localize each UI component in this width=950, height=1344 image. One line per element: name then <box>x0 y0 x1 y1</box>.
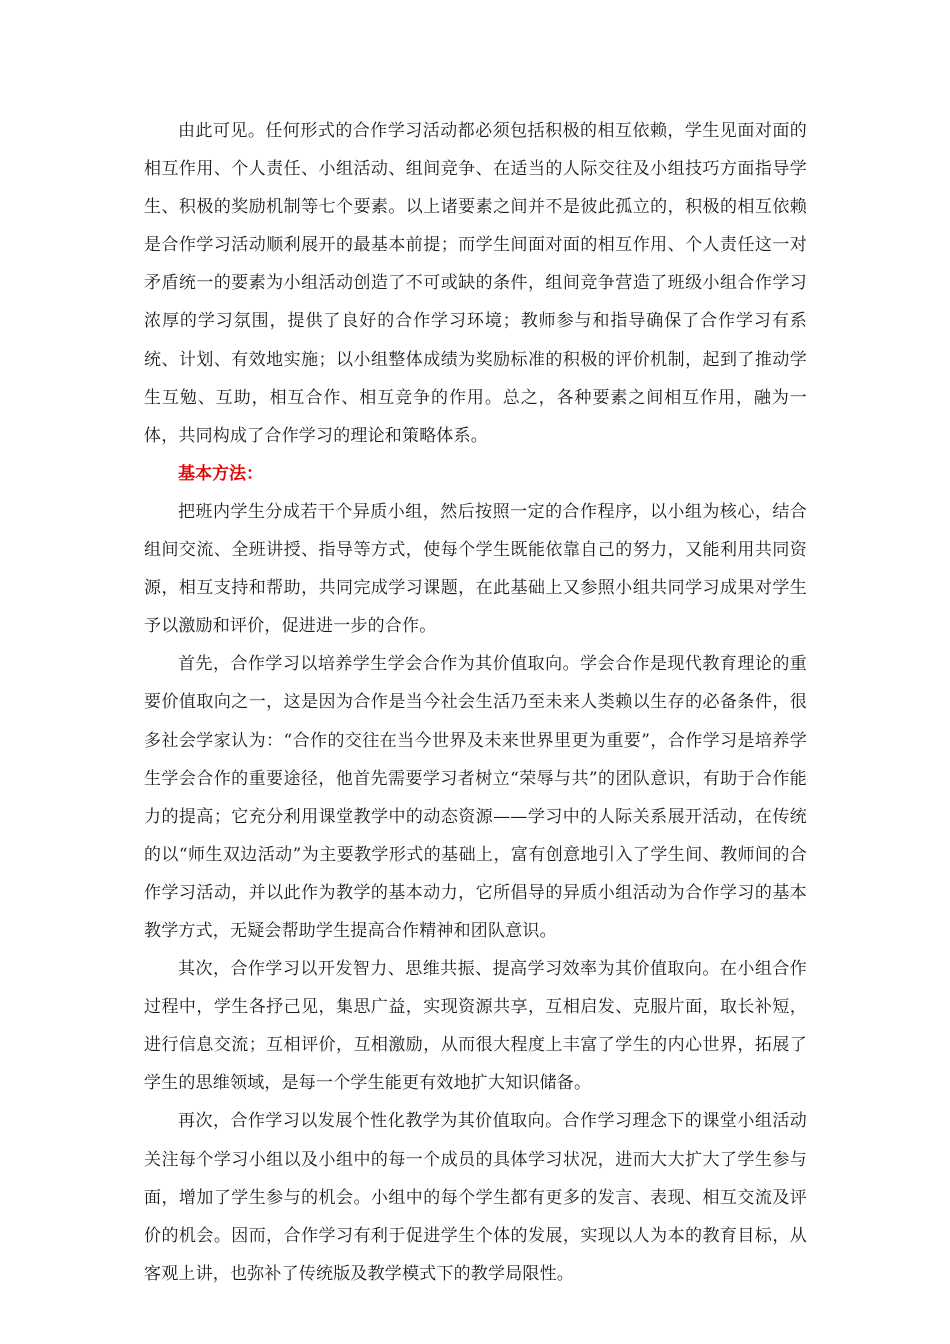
paragraph-third: 再次，合作学习以发展个性化教学为其价值取向。合作学习理念下的课堂小组活动关注每个学习小组以及小组中的每一个成员的具体学习状况，进而大大扩大了学生参与面，增加了学生参与的机会。小组中的每个学生都有更多的发言、表现、相互交流及评价的机会。因而，合作学习有利于促进学生个体的发展，实现以人为本的教育目标，从客观上讲，也弥补了传统版及教学模式下的教学局限性。 <box>144 1111 807 1284</box>
section-heading: 基本方法： <box>178 463 263 484</box>
document-page <box>144 112 807 1293</box>
paragraph-second: 其次，合作学习以开发智力、思维共振、提高学习效率为其价值取向。在小组合作过程中，学生各抒己见，集思广益，实现资源共享，互相启发、克服片面，取长补短，进行信息交流；互相评价，互相激励，从而很大程度上丰富了学生的内心世界，拓展了学生的思维领域，是每一个学生能更有效地扩大知识储备。 <box>144 959 807 1094</box>
paragraph-method: 把班内学生分成若干个异质小组，然后按照一定的合作程序，以小组为核心，结合组间交流、全班讲授、指导等方式，使每个学生既能依靠自己的努力，又能利用共同资源，相互支持和帮助，共同完成学习课题，在此基础上又参照小组共同学习成果对学生予以激励和评价，促进进一步的合作。 <box>144 501 807 637</box>
paragraph-summary: 由此可见。任何形式的合作学习活动都必须包括积极的相互依赖，学生见面对面的相互作用、个人责任、小组活动、组间竞争、在适当的人际交往及小组技巧方面指导学生、积极的奖励机制等七个要素。以上诸要素之间并不是彼此孤立的，积极的相互依赖是合作学习活动顺利展开的最基本前提；而学生间面对面的相互作用、个人责任这一对矛盾统一的要素为小组活动创造了不可或缺的条件，组间竞争营造了班级小组合作学习浓厚的学习氛围，提供了良好的合作学习环境；教师参与和指导确保了合作学习有系统、计划、有效地实施；以小组整体成绩为奖励标准的积极的评价机制，起到了推动学生互勉、互助，相互合作、相互竞争的作用。总之，各种要素之间相互作用，融为一体，共同构成了合作学习的理论和策略体系。 <box>144 121 807 446</box>
paragraph-first: 首先，合作学习以培养学生学会合作为其价值取向。学会合作是现代教育理论的重要价值取向之一，这是因为合作是当今社会生活乃至未来人类赖以生存的必备条件，很多社会学家认为：“合作的交往在当今世界及未来世界里更为重要”，合作学习是培养学生学会合作的重要途径，他首先需要学习者树立“荣辱与共”的团队意识，有助于合作能力的提高；它充分利用课堂教学中的动态资源——学习中的人际关系展开活动，在传统的以“师生双边活动”为主要教学形式的基础上，富有创意地引入了学生间、教师间的合作学习活动，并以此作为教学的基本动力，它所倡导的异质小组活动为合作学习的基本教学方式，无疑会帮助学生提高合作精神和团队意识。 <box>144 654 807 941</box>
